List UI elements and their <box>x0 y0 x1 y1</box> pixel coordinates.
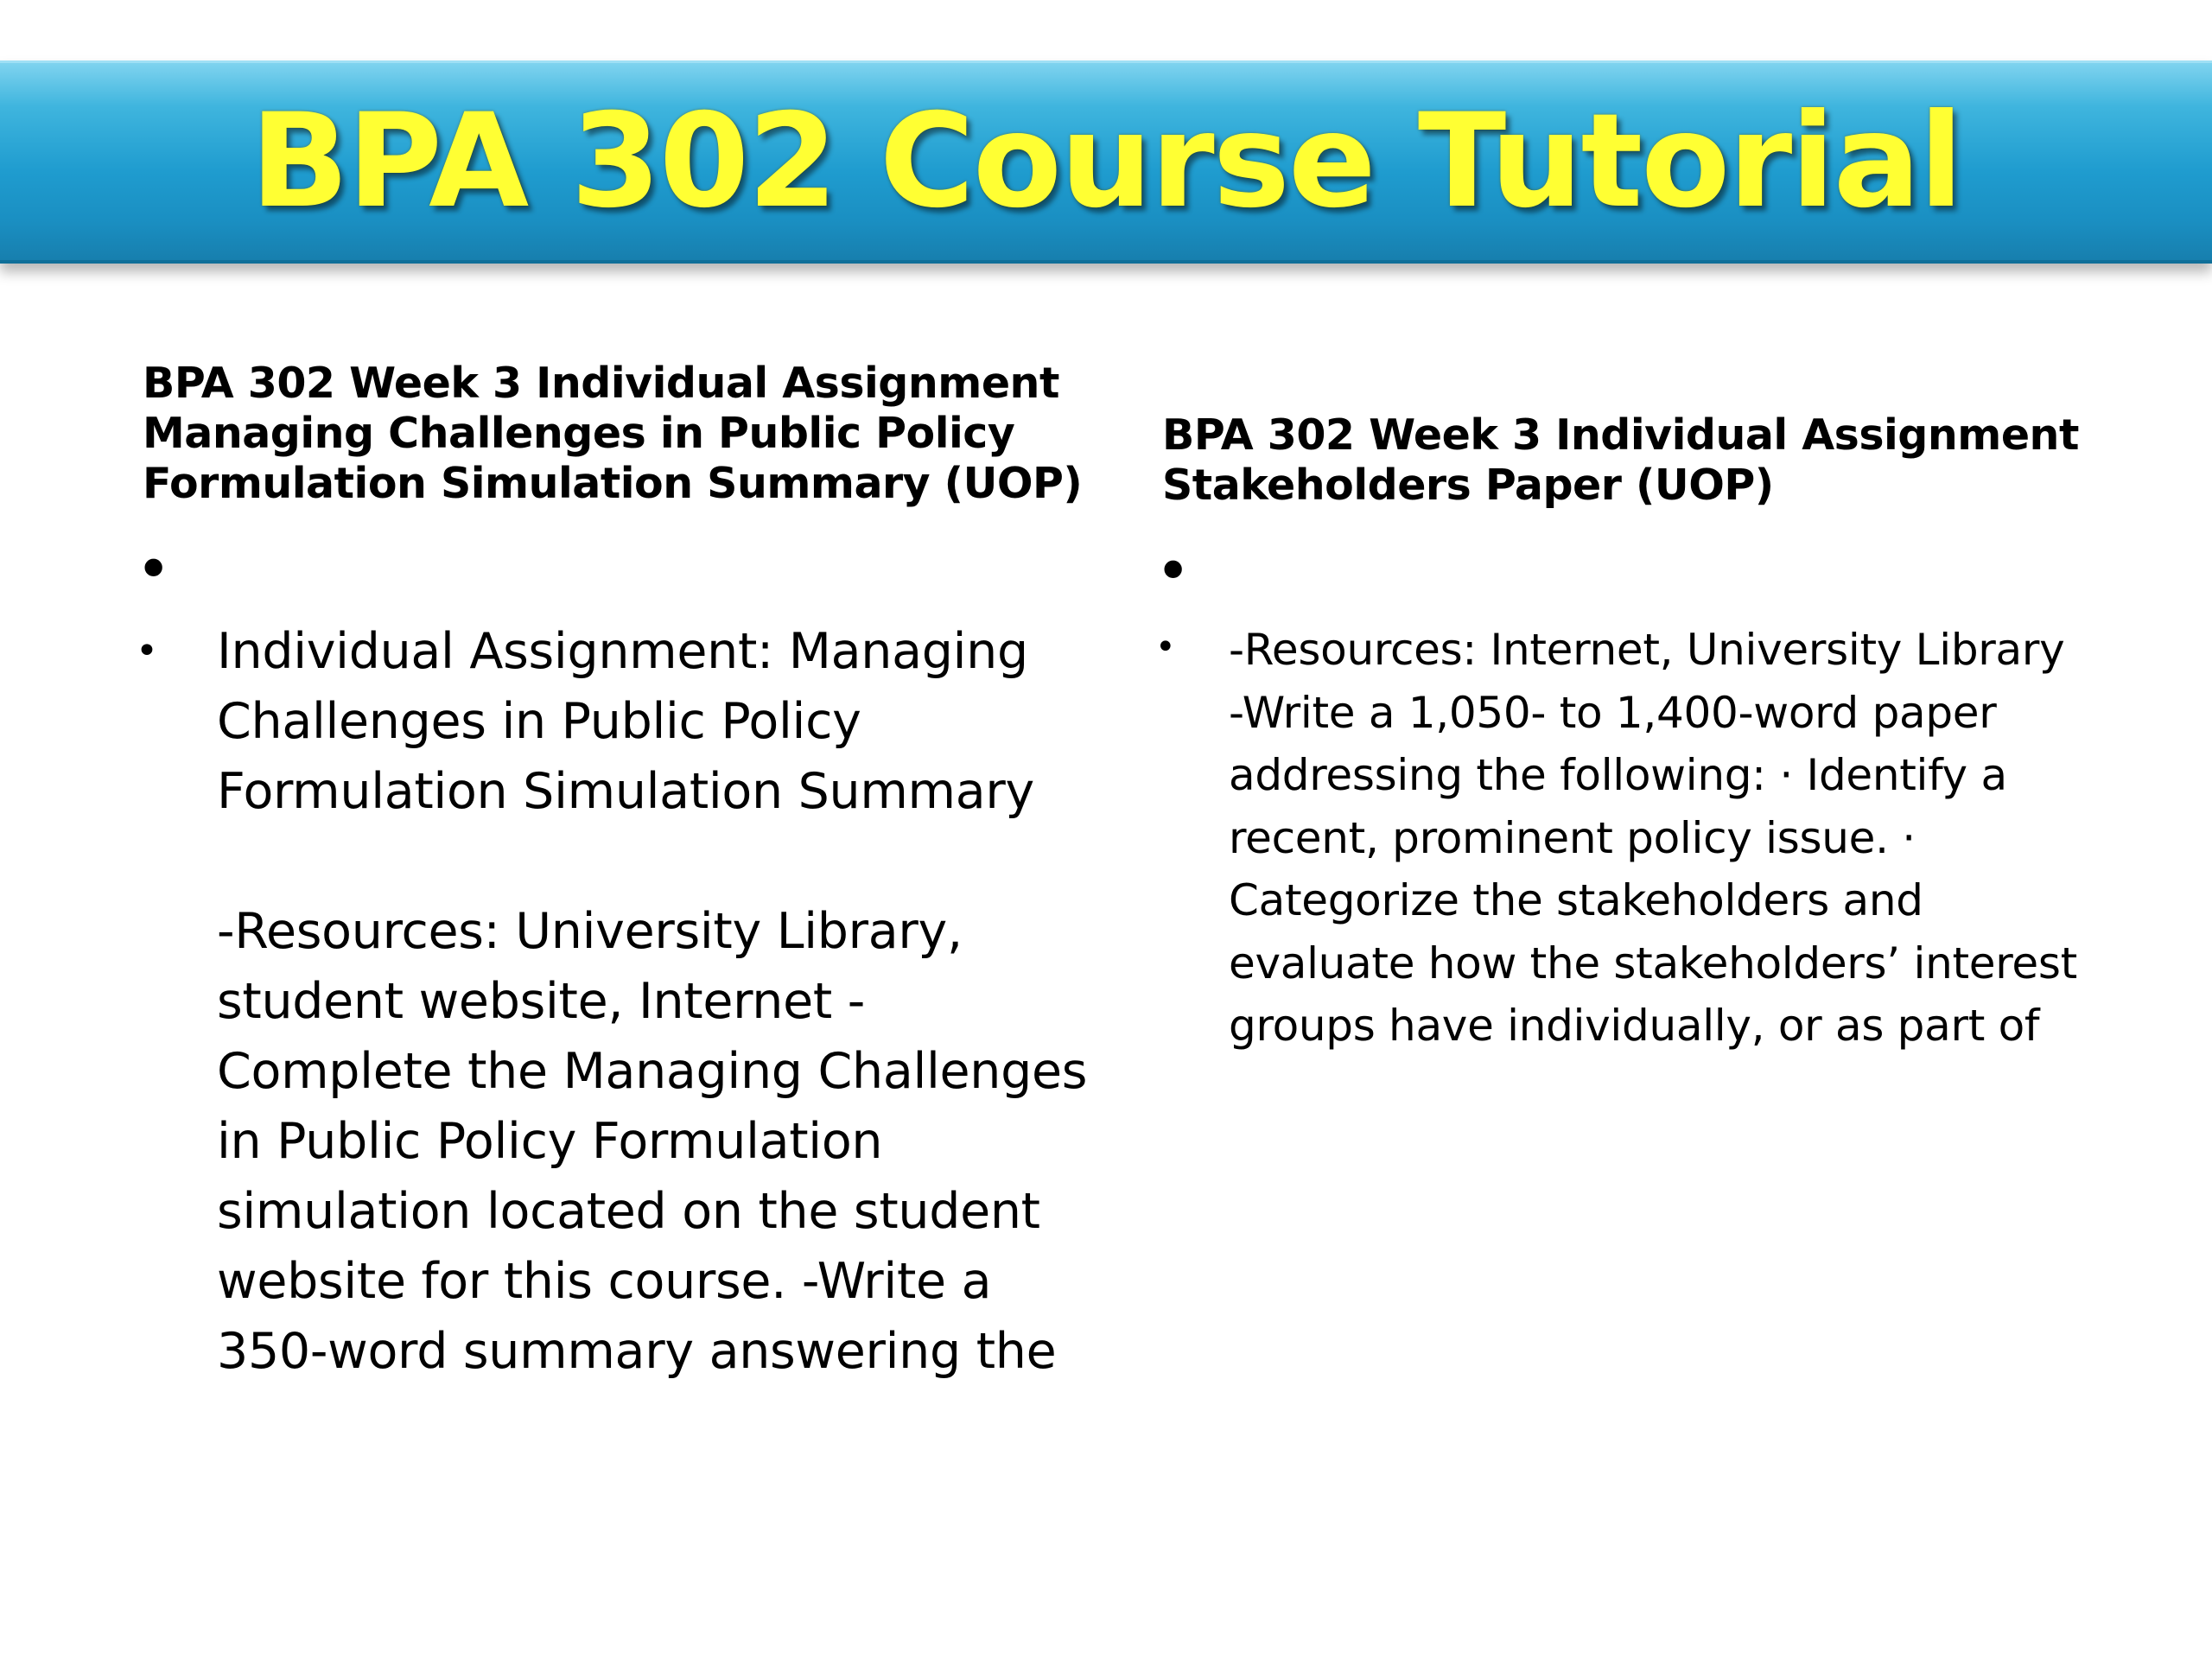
slide-title: BPA 302 Course Tutorial <box>250 86 1962 237</box>
bullet-icon: • <box>136 534 172 605</box>
empty-bullet-item <box>136 534 1093 617</box>
text-line: recent, prominent policy issue. · <box>1229 812 1916 863</box>
text-line: student website, Internet - <box>217 973 865 1030</box>
text-line: in Public Policy Formulation <box>217 1113 883 1170</box>
left-column-heading <box>143 359 1093 509</box>
heading-line: BPA 302 Week 3 Individual Assignment <box>143 359 1059 408</box>
text-line: groups have individually, or as part of <box>1229 1001 2040 1051</box>
left-column <box>136 359 1093 1387</box>
text-line: Challenges in Public Policy <box>217 693 861 750</box>
text-line: website for this course. -Write a <box>217 1253 992 1310</box>
right-column-heading <box>1162 410 2113 511</box>
text-line: 350-word summary answering the <box>217 1323 1057 1380</box>
text-line: Complete the Managing Challenges <box>217 1043 1088 1100</box>
title-banner <box>0 60 2212 264</box>
bullet-text <box>217 617 1093 1387</box>
bullet-icon: • <box>136 629 158 673</box>
heading-line: BPA 302 Week 3 Individual Assignment <box>1162 410 2079 460</box>
text-line: evaluate how the stakeholders’ interest <box>1229 938 2077 988</box>
bullet-icon: • <box>1155 627 1176 667</box>
heading-line: Formulation Simulation Summary (UOP) <box>143 459 1083 508</box>
bullet-item <box>136 617 1093 1387</box>
bullet-icon: • <box>1155 536 1192 607</box>
bullet-text <box>1229 619 2113 1058</box>
bullet-item <box>1155 619 2113 1058</box>
empty-bullet-item <box>1155 536 2113 619</box>
text-line: Formulation Simulation Summary <box>217 763 1034 820</box>
text-line: -Resources: Internet, University Library <box>1229 625 2065 675</box>
left-bullet-list <box>136 534 1093 1387</box>
text-line: Categorize the stakeholders and <box>1229 875 1923 925</box>
text-line: -Write a 1,050- to 1,400-word paper <box>1229 687 1997 738</box>
heading-line: Managing Challenges in Public Policy <box>143 409 1015 458</box>
text-line: -Resources: University Library, <box>217 903 963 960</box>
right-bullet-list <box>1155 536 2113 1058</box>
paragraph-gap <box>217 827 1093 897</box>
right-column <box>1155 410 2113 1058</box>
text-line: addressing the following: · Identify a <box>1229 750 2007 800</box>
text-line: Individual Assignment: Managing <box>217 623 1028 680</box>
heading-line: Stakeholders Paper (UOP) <box>1162 461 1774 510</box>
text-line: simulation located on the student <box>217 1183 1040 1240</box>
